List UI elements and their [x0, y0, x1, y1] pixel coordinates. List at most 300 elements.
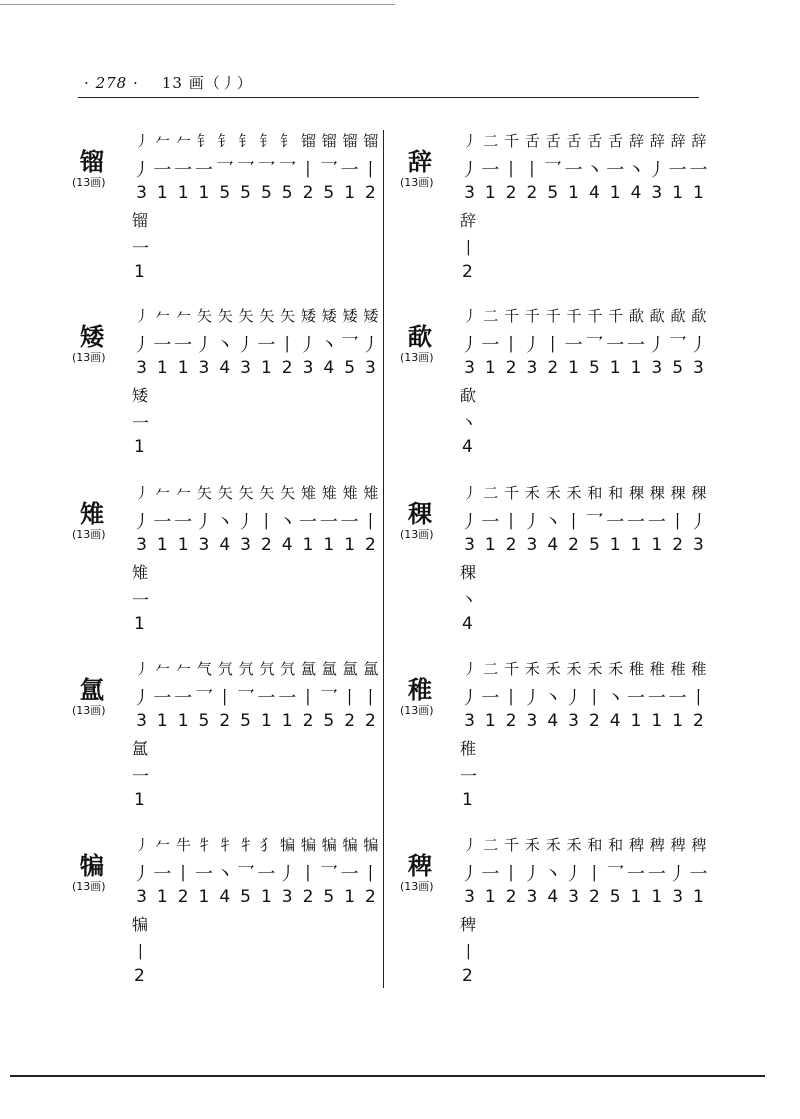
stroke-shape-cell: 一 [564, 335, 583, 356]
stroke-sequence-cell: 矢 [196, 484, 211, 502]
stroke-sequence-row [460, 130, 708, 151]
final-stroke-shape: 丨 [460, 943, 477, 963]
stroke-number-cell: 2 [547, 358, 559, 378]
stroke-number-cell: 3 [568, 711, 579, 731]
stroke-shape-cell: 乛 [215, 160, 234, 181]
stroke-sequence-cell: 𠂉 [155, 307, 170, 325]
stroke-number-cell: 4 [219, 535, 231, 555]
stroke-sequence-cell: 钅 [280, 132, 295, 150]
stroke-sequence-cell: 矢 [238, 484, 253, 502]
stroke-number-row [460, 887, 708, 907]
stroke-sequence-cell: 𠂉 [155, 836, 170, 854]
stroke-number-cell: 5 [588, 358, 600, 378]
stroke-number-row [132, 183, 380, 203]
final-stroke-number: 1 [134, 614, 145, 634]
final-character: 矮 [132, 386, 149, 405]
stroke-sequence-cell: 镏 [321, 132, 336, 150]
stroke-shape-cell: 丨 [543, 335, 562, 356]
stroke-sequence-cell: 千 [545, 307, 560, 325]
stroke-shape-row [460, 331, 708, 357]
stroke-shape-cell: 丿 [460, 688, 479, 709]
stroke-sequence-cell: 和 [587, 836, 602, 854]
stroke-number-row [132, 711, 380, 731]
stroke-number-cell: 5 [323, 887, 335, 907]
final-stroke-number: 1 [134, 262, 145, 282]
stroke-shape-cell: 丨 [564, 512, 583, 533]
stroke-number-cell: 3 [302, 358, 314, 378]
stroke-shape-cell: 丿 [194, 512, 213, 533]
stroke-shape-cell: 一 [257, 335, 276, 356]
stroke-sequence-cell: 矢 [259, 484, 274, 502]
stroke-sequence-cell: 禾 [524, 660, 539, 678]
stroke-number-cell: 1 [651, 887, 663, 907]
stroke-sequence-cell: 千 [504, 307, 519, 325]
stroke-number-cell: 3 [365, 358, 376, 378]
stroke-sequence-cell: 犏 [280, 836, 295, 854]
stroke-number-row [460, 183, 708, 203]
stroke-shape-cell: 丿 [564, 864, 583, 885]
stroke-sequence-cell: 禾 [608, 660, 623, 678]
stroke-number-cell: 4 [630, 183, 642, 203]
stroke-number-cell: 3 [198, 358, 210, 378]
stroke-number-cell: 1 [484, 183, 496, 203]
stroke-sequence-cell: 氕 [259, 660, 274, 678]
stroke-shape-cell: 丿 [460, 335, 479, 356]
stroke-sequence-cell: 禾 [566, 836, 581, 854]
stroke-shape-cell: 丨 [278, 335, 297, 356]
stroke-shape-cell: 丶 [606, 688, 625, 709]
stroke-number-cell: 2 [302, 887, 314, 907]
stroke-sequence-cell: 氕 [280, 660, 295, 678]
stroke-shape-cell: 乛 [257, 160, 276, 181]
stroke-count-label: (13画) [400, 351, 434, 364]
stroke-shape-cell: 丶 [278, 512, 297, 533]
stroke-number-cell: 4 [609, 711, 621, 731]
stroke-shape-cell: 丿 [647, 335, 666, 356]
section-title: 13 画（丿） [161, 74, 253, 92]
stroke-sequence-cell: 犏 [363, 836, 378, 854]
final-stroke-number: 1 [462, 790, 473, 810]
stroke-sequence-cell: 千 [566, 307, 581, 325]
stroke-shape-cell: 一 [627, 864, 645, 885]
stroke-sequence-cell: 矢 [196, 307, 211, 325]
stroke-sequence-cell: 稚 [628, 660, 643, 678]
stroke-sequence-cell: 镏 [300, 132, 315, 150]
stroke-shape-cell: 乛 [319, 688, 338, 709]
stroke-number-cell: 3 [526, 711, 538, 731]
stroke-sequence-cell: 稞 [691, 484, 706, 502]
stroke-number-cell: 3 [464, 183, 475, 203]
stroke-number-cell: 5 [240, 711, 251, 731]
stroke-shape-cell: 丿 [194, 335, 213, 356]
stroke-number-row [132, 358, 380, 378]
final-character: 稗 [460, 915, 477, 934]
stroke-number-cell: 3 [464, 358, 475, 378]
stroke-number-cell: 3 [464, 711, 475, 731]
final-stroke-number: 1 [134, 790, 145, 810]
stroke-number-cell: 1 [156, 887, 168, 907]
stroke-shape-cell: 乛 [194, 688, 213, 709]
final-stroke-shape: 一 [460, 767, 477, 787]
stroke-sequence-cell: 𠂉 [155, 484, 170, 502]
stroke-sequence-cell: 稗 [691, 836, 706, 854]
stroke-shape-cell: 丨 [361, 512, 380, 533]
stroke-number-cell: 2 [505, 887, 517, 907]
stroke-shape-cell: 丿 [278, 864, 297, 885]
stroke-number-cell: 2 [505, 358, 517, 378]
stroke-shape-cell: 乛 [585, 335, 604, 356]
stroke-number-cell: 4 [547, 711, 559, 731]
stroke-shape-cell: 丶 [585, 160, 604, 181]
stroke-sequence-cell: 矮 [321, 307, 336, 325]
stroke-number-cell: 2 [365, 711, 376, 731]
stroke-number-cell: 2 [505, 535, 517, 555]
stroke-sequence-cell: 辞 [649, 132, 664, 150]
stroke-shape-cell: 丿 [460, 512, 479, 533]
stroke-number-cell: 1 [198, 183, 210, 203]
header-rule [78, 97, 699, 98]
stroke-sequence-cell: 丿 [462, 307, 477, 325]
stroke-shape-cell: 丨 [257, 512, 276, 533]
stroke-number-cell: 5 [344, 358, 356, 378]
stroke-sequence-cell: 矢 [217, 484, 232, 502]
stroke-shape-cell: 乛 [585, 512, 604, 533]
stroke-shape-cell: 丨 [502, 512, 521, 533]
stroke-shape-cell: 丿 [522, 864, 541, 885]
column-divider [383, 130, 384, 988]
stroke-number-cell: 1 [260, 358, 272, 378]
stroke-number-cell: 2 [177, 887, 189, 907]
stroke-sequence-cell: 牜 [217, 836, 232, 854]
final-stroke-number: 2 [462, 262, 473, 282]
stroke-sequence-cell: 稞 [670, 484, 685, 502]
stroke-shape-cell: 一 [299, 512, 317, 533]
stroke-number-cell: 1 [568, 183, 579, 203]
stroke-number-cell: 3 [693, 358, 704, 378]
headword-character: 歃 [408, 323, 432, 351]
stroke-shape-row [132, 508, 380, 534]
stroke-number-cell: 1 [156, 711, 168, 731]
stroke-number-cell: 2 [365, 535, 376, 555]
stroke-number-cell: 1 [344, 183, 356, 203]
stroke-shape-cell: 丿 [460, 160, 479, 181]
final-stroke-shape: 一 [132, 239, 149, 259]
stroke-shape-row [132, 684, 380, 710]
stroke-number-row [460, 711, 708, 731]
stroke-number-cell: 3 [464, 535, 475, 555]
stroke-number-cell: 2 [505, 711, 517, 731]
stroke-shape-cell: 丿 [647, 160, 666, 181]
final-stroke-shape: 一 [132, 414, 149, 434]
stroke-shape-cell: 丨 [361, 864, 380, 885]
stroke-sequence-cell: 禾 [545, 660, 560, 678]
stroke-sequence-cell: 禾 [524, 484, 539, 502]
stroke-count-label: (13画) [72, 704, 106, 717]
stroke-sequence-cell: 二 [483, 132, 498, 150]
final-stroke-shape: 丶 [460, 591, 477, 611]
stroke-shape-cell: 丨 [522, 160, 541, 181]
stroke-number-cell: 1 [484, 535, 496, 555]
stroke-sequence-row [460, 482, 708, 503]
stroke-shape-cell: 一 [257, 688, 276, 709]
stroke-number-cell: 4 [219, 358, 231, 378]
stroke-shape-cell: 一 [319, 512, 338, 533]
headword-character: 稚 [408, 676, 432, 704]
stroke-number-cell: 1 [672, 711, 684, 731]
stroke-sequence-cell: 牛 [176, 836, 191, 854]
stroke-shape-cell: 丨 [215, 688, 234, 709]
final-stroke-number: 4 [462, 614, 473, 634]
stroke-shape-cell: 一 [174, 335, 193, 356]
stroke-number-cell: 1 [198, 887, 210, 907]
stroke-shape-row [132, 156, 380, 182]
stroke-sequence-cell: 𠂉 [176, 307, 191, 325]
stroke-number-cell: 1 [630, 887, 642, 907]
stroke-number-cell: 5 [281, 183, 293, 203]
stroke-shape-cell: 一 [174, 160, 193, 181]
stroke-shape-cell: 丿 [564, 688, 583, 709]
headword-character: 犏 [80, 852, 104, 880]
stroke-shape-cell: 丨 [689, 688, 708, 709]
stroke-number-cell: 1 [156, 535, 168, 555]
stroke-number-cell: 1 [156, 358, 168, 378]
stroke-count-label: (13画) [400, 528, 434, 541]
final-stroke-shape: 丶 [460, 414, 477, 434]
stroke-sequence-cell: 禾 [545, 836, 560, 854]
stroke-sequence-row [460, 305, 708, 326]
stroke-shape-cell: 一 [481, 512, 500, 533]
stroke-number-cell: 1 [323, 535, 335, 555]
stroke-count-label: (13画) [400, 880, 434, 893]
stroke-number-cell: 4 [323, 358, 335, 378]
stroke-sequence-cell: 丿 [134, 836, 149, 854]
stroke-number-cell: 3 [240, 535, 251, 555]
stroke-sequence-cell: 千 [504, 132, 519, 150]
final-character: 雉 [132, 563, 149, 582]
final-stroke-shape: 丨 [460, 239, 477, 259]
bullet-right: · [132, 74, 139, 92]
stroke-number-cell: 2 [588, 887, 600, 907]
stroke-number-cell: 4 [219, 887, 231, 907]
stroke-number-cell: 5 [547, 183, 559, 203]
stroke-sequence-cell: 千 [608, 307, 623, 325]
stroke-sequence-cell: 矮 [342, 307, 357, 325]
stroke-sequence-cell: 丿 [134, 660, 149, 678]
stroke-sequence-cell: 矢 [238, 307, 253, 325]
stroke-shape-row [132, 331, 380, 357]
stroke-shape-cell: 一 [340, 864, 359, 885]
stroke-sequence-cell: 舌 [524, 132, 539, 150]
stroke-shape-cell: 一 [606, 160, 625, 181]
stroke-number-cell: 2 [344, 711, 356, 731]
stroke-shape-cell: 丿 [132, 688, 151, 709]
stroke-sequence-cell: 舌 [566, 132, 581, 150]
stroke-count-label: (13画) [400, 704, 434, 717]
stroke-sequence-cell: 钅 [217, 132, 232, 150]
stroke-sequence-cell: 𠂉 [176, 484, 191, 502]
stroke-sequence-cell: 舌 [545, 132, 560, 150]
stroke-shape-cell: 乛 [236, 160, 255, 181]
stroke-shape-cell: 丿 [236, 335, 255, 356]
stroke-shape-cell: 一 [606, 512, 625, 533]
stroke-number-cell: 3 [672, 887, 684, 907]
stroke-number-cell: 1 [630, 358, 642, 378]
stroke-number-cell: 3 [281, 887, 293, 907]
stroke-shape-cell: 丶 [319, 335, 338, 356]
stroke-shape-cell: 丶 [543, 864, 562, 885]
stroke-number-cell: 3 [526, 535, 538, 555]
stroke-number-cell: 3 [568, 887, 579, 907]
stroke-number-cell: 3 [526, 887, 538, 907]
stroke-count-label: (13画) [72, 176, 106, 189]
stroke-sequence-cell: 钅 [259, 132, 274, 150]
stroke-shape-cell: 一 [647, 864, 666, 885]
stroke-number-cell: 4 [547, 887, 559, 907]
bullet-left: · [84, 74, 90, 92]
stroke-shape-cell: 一 [564, 160, 583, 181]
stroke-number-cell: 3 [136, 535, 147, 555]
stroke-sequence-cell: 牜 [238, 836, 253, 854]
stroke-shape-cell: 丶 [543, 688, 562, 709]
stroke-number-cell: 1 [156, 183, 168, 203]
stroke-number-cell: 4 [588, 183, 600, 203]
stroke-number-cell: 1 [302, 535, 314, 555]
stroke-number-cell: 1 [651, 711, 663, 731]
stroke-number-cell: 2 [693, 711, 704, 731]
stroke-shape-cell: 丨 [502, 688, 521, 709]
stroke-sequence-cell: 氲 [321, 660, 336, 678]
final-character: 镏 [132, 211, 149, 230]
stroke-shape-cell: 丿 [236, 512, 255, 533]
stroke-sequence-cell: 辞 [628, 132, 643, 150]
stroke-sequence-cell: 镏 [342, 132, 357, 150]
stroke-sequence-cell: 歃 [649, 307, 664, 325]
stroke-number-cell: 2 [365, 887, 376, 907]
stroke-sequence-cell: 氕 [217, 660, 232, 678]
stroke-sequence-cell: 丿 [134, 307, 149, 325]
stroke-shape-cell: 丿 [132, 864, 151, 885]
stroke-shape-cell: 一 [481, 864, 500, 885]
stroke-shape-cell: 丿 [132, 160, 151, 181]
stroke-shape-cell: 丨 [299, 160, 317, 181]
stroke-number-cell: 3 [136, 358, 147, 378]
stroke-number-cell: 1 [630, 535, 642, 555]
stroke-shape-cell: 一 [481, 160, 500, 181]
stroke-number-cell: 1 [693, 183, 704, 203]
bottom-rule [10, 1075, 765, 1077]
stroke-number-cell: 3 [526, 358, 538, 378]
stroke-number-row [460, 358, 708, 378]
stroke-shape-cell: 乛 [340, 335, 359, 356]
stroke-sequence-cell: 稗 [670, 836, 685, 854]
stroke-sequence-cell: 千 [524, 307, 539, 325]
stroke-shape-cell: 一 [153, 512, 172, 533]
stroke-sequence-cell: 雉 [321, 484, 336, 502]
stroke-number-cell: 1 [484, 887, 496, 907]
stroke-number-cell: 3 [136, 887, 147, 907]
stroke-sequence-cell: 舌 [608, 132, 623, 150]
stroke-number-cell: 1 [693, 887, 704, 907]
stroke-shape-cell: 丶 [215, 512, 234, 533]
stroke-sequence-cell: 雉 [300, 484, 315, 502]
stroke-shape-cell: 丨 [502, 335, 521, 356]
stroke-shape-row [460, 684, 708, 710]
stroke-sequence-cell: 禾 [566, 484, 581, 502]
final-character: 稞 [460, 563, 477, 582]
headword-character: 辞 [408, 148, 432, 176]
stroke-shape-cell: 丨 [361, 688, 380, 709]
stroke-sequence-cell: 稚 [670, 660, 685, 678]
final-stroke-number: 2 [462, 966, 473, 986]
stroke-sequence-cell: 千 [587, 307, 602, 325]
stroke-sequence-cell: 禾 [545, 484, 560, 502]
final-character: 氲 [132, 739, 149, 758]
stroke-sequence-cell: 禾 [524, 836, 539, 854]
stroke-number-cell: 3 [651, 358, 663, 378]
stroke-shape-cell: 丿 [522, 512, 541, 533]
stroke-shape-cell: 一 [194, 864, 213, 885]
stroke-shape-cell: 丨 [299, 864, 317, 885]
stroke-shape-cell: 丨 [361, 160, 380, 181]
stroke-shape-cell: 丨 [585, 688, 604, 709]
stroke-shape-cell: 一 [668, 160, 687, 181]
stroke-number-cell: 3 [651, 183, 663, 203]
stroke-sequence-cell: 二 [483, 660, 498, 678]
stroke-sequence-cell: 氲 [300, 660, 315, 678]
stroke-sequence-cell: 矢 [259, 307, 274, 325]
stroke-sequence-cell: 丿 [134, 132, 149, 150]
stroke-shape-cell: 乛 [236, 688, 255, 709]
stroke-number-cell: 3 [693, 535, 704, 555]
stroke-sequence-row [132, 658, 380, 679]
stroke-shape-cell: 丿 [132, 512, 151, 533]
stroke-sequence-cell: 犏 [300, 836, 315, 854]
stroke-sequence-row [132, 482, 380, 503]
stroke-sequence-cell: 矢 [280, 484, 295, 502]
stroke-number-cell: 1 [177, 183, 189, 203]
stroke-number-row [132, 887, 380, 907]
stroke-number-cell: 1 [344, 535, 356, 555]
stroke-number-cell: 1 [177, 711, 189, 731]
stroke-sequence-cell: 犏 [342, 836, 357, 854]
headword-character: 矮 [80, 323, 104, 351]
page-number: 278 [95, 74, 128, 92]
stroke-sequence-cell: 矢 [217, 307, 232, 325]
stroke-sequence-cell: 钅 [238, 132, 253, 150]
stroke-sequence-cell: 牜 [196, 836, 211, 854]
stroke-sequence-cell: 禾 [566, 660, 581, 678]
stroke-number-cell: 1 [630, 711, 642, 731]
final-character: 歃 [460, 386, 477, 405]
stroke-sequence-cell: 𠂉 [155, 132, 170, 150]
stroke-number-cell: 5 [219, 183, 231, 203]
stroke-number-cell: 3 [198, 535, 210, 555]
stroke-shape-cell: 一 [647, 688, 666, 709]
stroke-sequence-cell: 氕 [238, 660, 253, 678]
stroke-sequence-row [132, 305, 380, 326]
stroke-sequence-cell: 辞 [670, 132, 685, 150]
stroke-shape-cell: 一 [194, 160, 213, 181]
stroke-shape-cell: 乛 [606, 864, 625, 885]
stroke-number-cell: 2 [302, 711, 314, 731]
stroke-sequence-cell: 稚 [691, 660, 706, 678]
stroke-number-cell: 5 [323, 183, 335, 203]
stroke-number-row [460, 535, 708, 555]
stroke-sequence-cell: 雉 [363, 484, 378, 502]
final-stroke-number: 1 [134, 437, 145, 457]
stroke-shape-cell: 一 [174, 688, 193, 709]
headword-character: 雉 [80, 500, 104, 528]
